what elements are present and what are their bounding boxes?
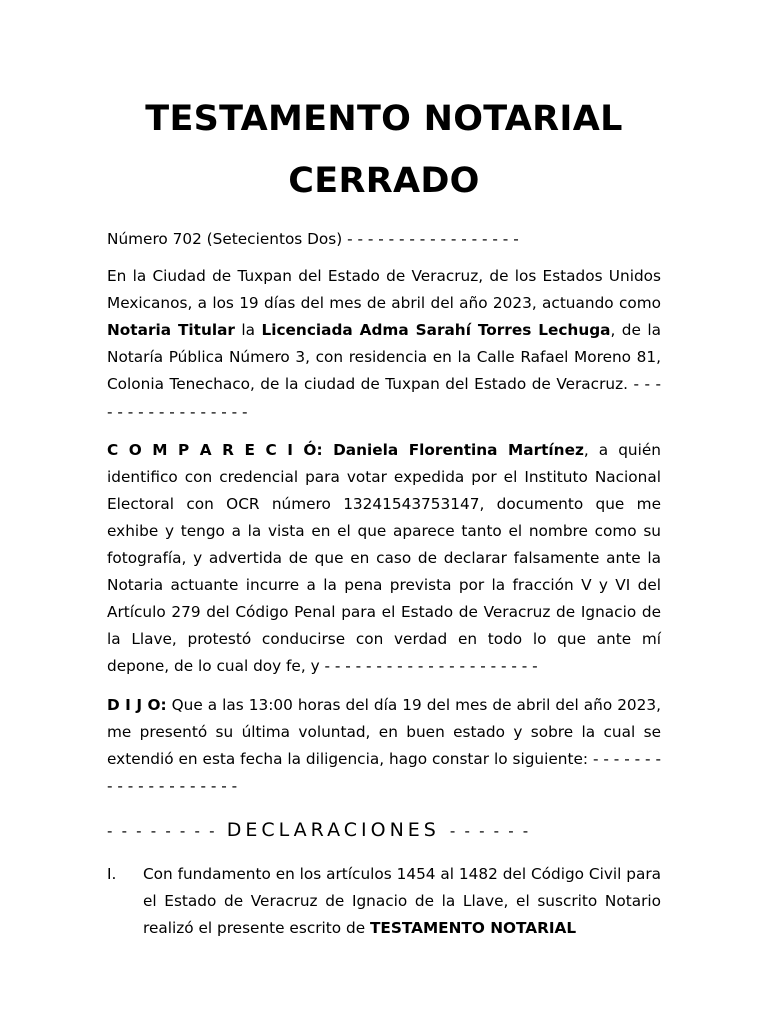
paragraph-dijo [107,692,661,800]
declaration-item [107,861,661,942]
intro-text-3: , de la Notaría Pública Número 3, con residencia en la Calle Rafael Moreno 81, Colonia Tenechaco, de la ciudad de Tuxpan del Estado de Veracruz. - - - - - - - - - - - - - - - - - [107,321,661,421]
dijo-label: D I J O: [107,695,167,714]
item-bold: TESTAMENTO NOTARIAL [369,919,577,938]
item-text [143,861,661,942]
intro-text-1: En la Ciudad de Tuxpan del Estado de Veracruz, de los Estados Unidos Mexicanos, a los 19 días del mes de abril del año 2023, actuando como [107,267,661,313]
testator-name: Daniela Florentina Martínez [322,440,584,459]
item-body: Con fundamento en los artículos 1454 al 1482 del Código Civil para el Estado de Veracruz de Ignacio de la Llave, el suscrito Notario realizó el presente escrito de [143,864,661,938]
heading-dashes-right: - - - - - - [449,821,531,840]
notary-role: Notaria Titular [107,321,235,340]
title-line-2: CERRADO [288,161,480,201]
heading-dashes-left: - - - - - - - - [107,821,217,840]
notary-name: Licenciada Adma Sarahí Torres Lechuga [261,321,611,340]
document-page [107,88,661,942]
dijo-text: Que a las 13:00 horas del día 19 del mes de abril del año 2023, me presentó su última voluntad, en buen estado y sobre la cual se extendió en esta fecha la diligencia, hago constar lo siguiente: - - - - - - - - - - - - - - - - - - - - [107,695,661,795]
paragraph-intro [107,263,661,426]
paragraph-comparecio [107,437,661,681]
document-title [107,88,661,212]
item-number: I. [107,864,117,883]
heading-text: DECLARACIONES [226,818,440,841]
document-number: Número 702 (Setecientos Dos) - - - - - - - - - - - - - - - - - [107,230,519,248]
comparecio-label: C O M P A R E C I Ó: [107,440,323,459]
title-line-1: TESTAMENTO NOTARIAL [145,99,623,139]
intro-text-2: la [234,321,262,340]
declaraciones-heading [107,816,661,845]
comparecio-text: , a quién identifico con credencial para votar expedida por el Instituto Nacional Electoral con OCR número 13241543753147, documento que me exhibe y tengo a la vista en el que aparece tanto el nombre como su fotografía, y advertida de que en caso de declarar falsamente ante la Notaria actuante incurre a la pena prevista por la fracción V y VI del Artículo 279 del Código Penal para el Estado de Veracruz de Ignacio de la Llave, protestó conducirse con verdad en todo lo que ante mí depone, de lo cual doy fe, y - - - - - - - - - - - - - - - - - - - - - [107,440,661,676]
